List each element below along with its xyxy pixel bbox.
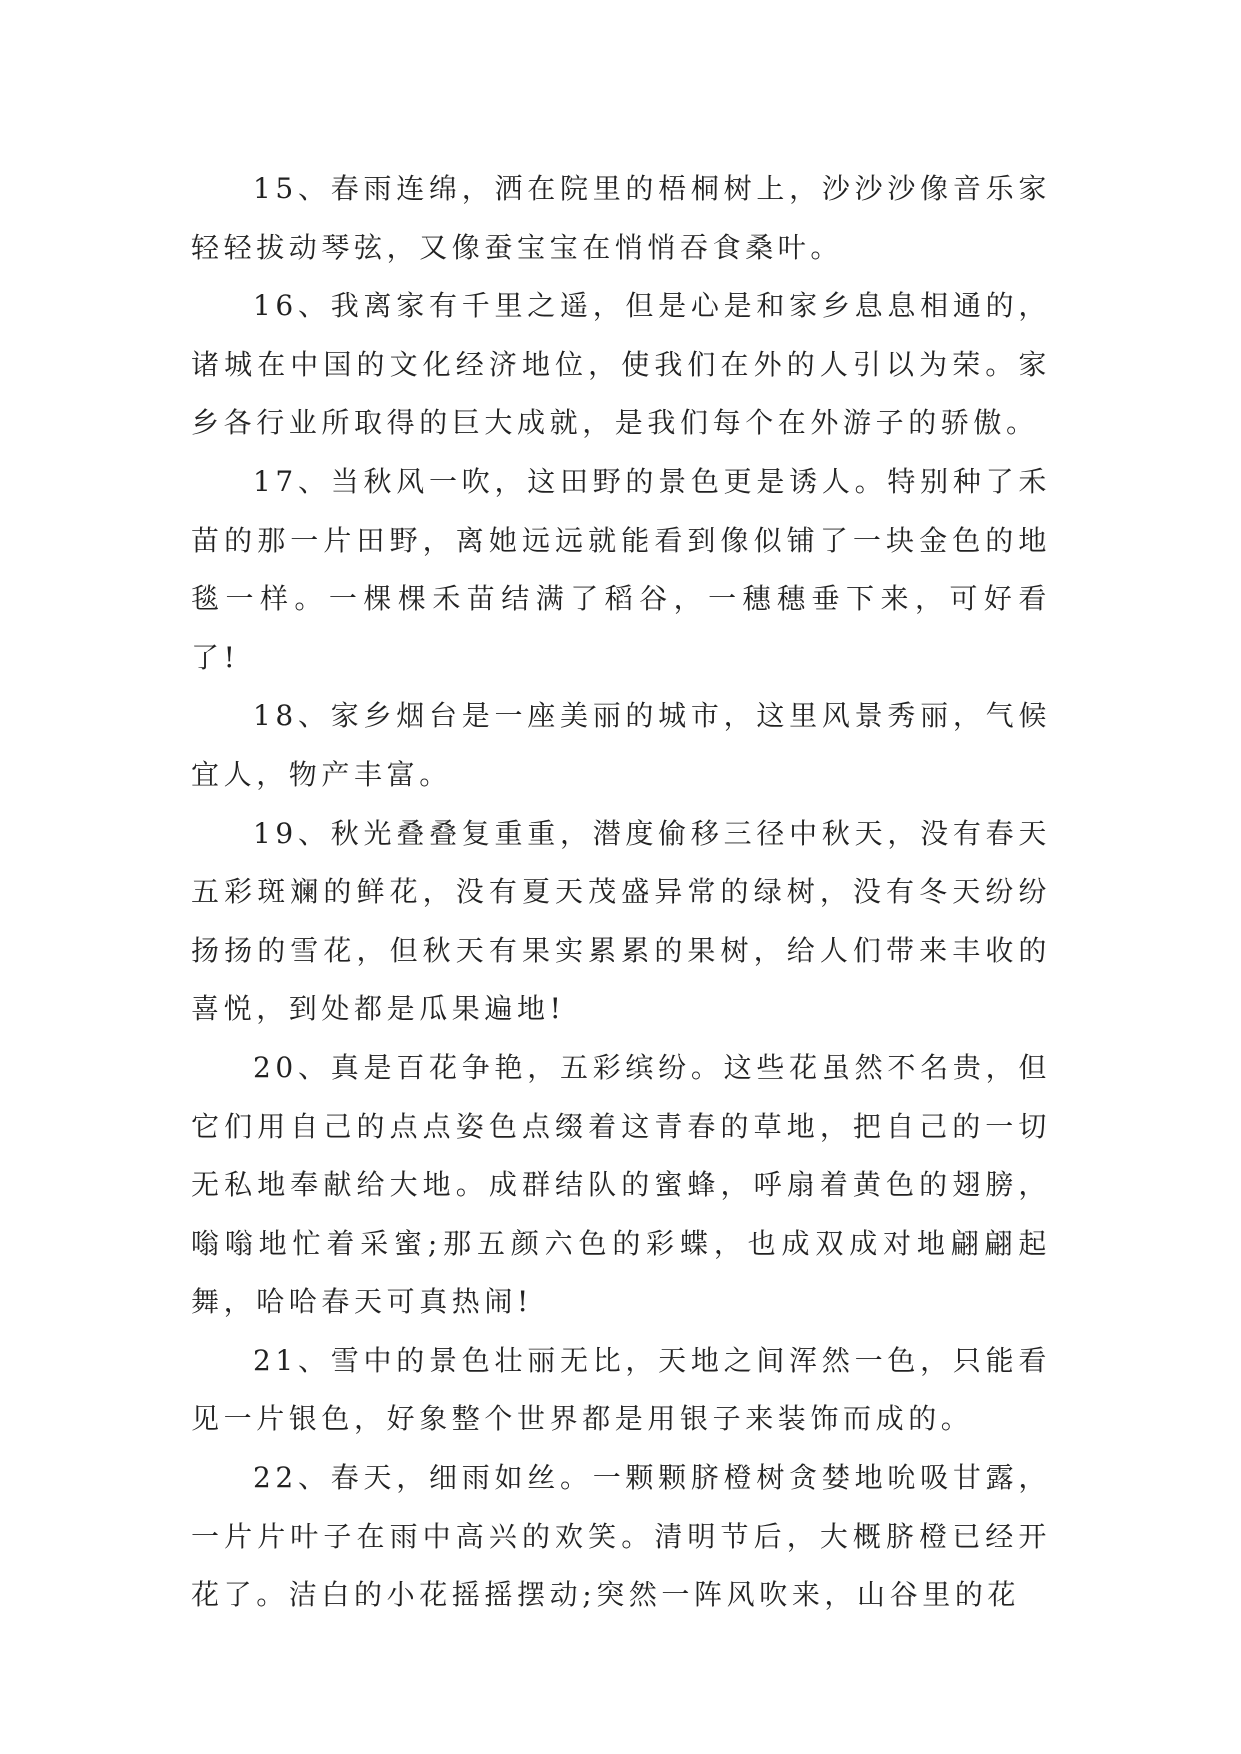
paragraph-16: 16、我离家有千里之遥，但是心是和家乡息息相通的，诸城在中国的文化经济地位，使我们在外的人引以为荣。家乡各行业所取得的巨大成就，是我们每个在外游子的骄傲。 [191, 289, 1051, 440]
paragraph-19: 19、秋光叠叠复重重，潜度偷移三径中秋天，没有春天五彩斑斓的鲜花，没有夏天茂盛异常的绿树，没有冬天纷纷扬扬的雪花，但秋天有果实累累的果树，给人们带来丰收的喜悦，到处都是瓜果遍地! [191, 816, 1051, 1026]
paragraph-17: 17、当秋风一吹，这田野的景色更是诱人。特别种了禾苗的那一片田野，离她远远就能看到像似铺了一块金色的地毯一样。一棵棵禾苗结满了稻谷，一穗穗垂下来，可好看了! [191, 464, 1051, 674]
paragraph-22: 22、春天，细雨如丝。一颗颗脐橙树贪婪地吮吸甘露，一片片叶子在雨中高兴的欢笑。清明节后，大概脐橙已经开花了。洁白的小花摇摇摆动;突然一阵风吹来，山谷里的花 [191, 1461, 1051, 1612]
paragraph-15: 15、春雨连绵，洒在院里的梧桐树上，沙沙沙像音乐家轻轻拔动琴弦，又像蚕宝宝在悄悄吞食桑叶。 [191, 172, 1051, 264]
paragraph-20: 20、真是百花争艳，五彩缤纷。这些花虽然不名贵，但它们用自己的点点姿色点缀着这青春的草地，把自己的一切无私地奉献给大地。成群结队的蜜蜂，呼扇着黄色的翅膀，嗡嗡地忙着采蜜;那五颜六色的彩蝶，也成双成对地翩翩起舞，哈哈春天可真热闹! [191, 1050, 1051, 1319]
document-body [191, 160, 1051, 1625]
paragraph-18: 18、家乡烟台是一座美丽的城市，这里风景秀丽，气候宜人，物产丰富。 [191, 699, 1051, 791]
paragraph-21: 21、雪中的景色壮丽无比，天地之间浑然一色，只能看见一片银色，好象整个世界都是用银子来装饰而成的。 [191, 1343, 1051, 1436]
